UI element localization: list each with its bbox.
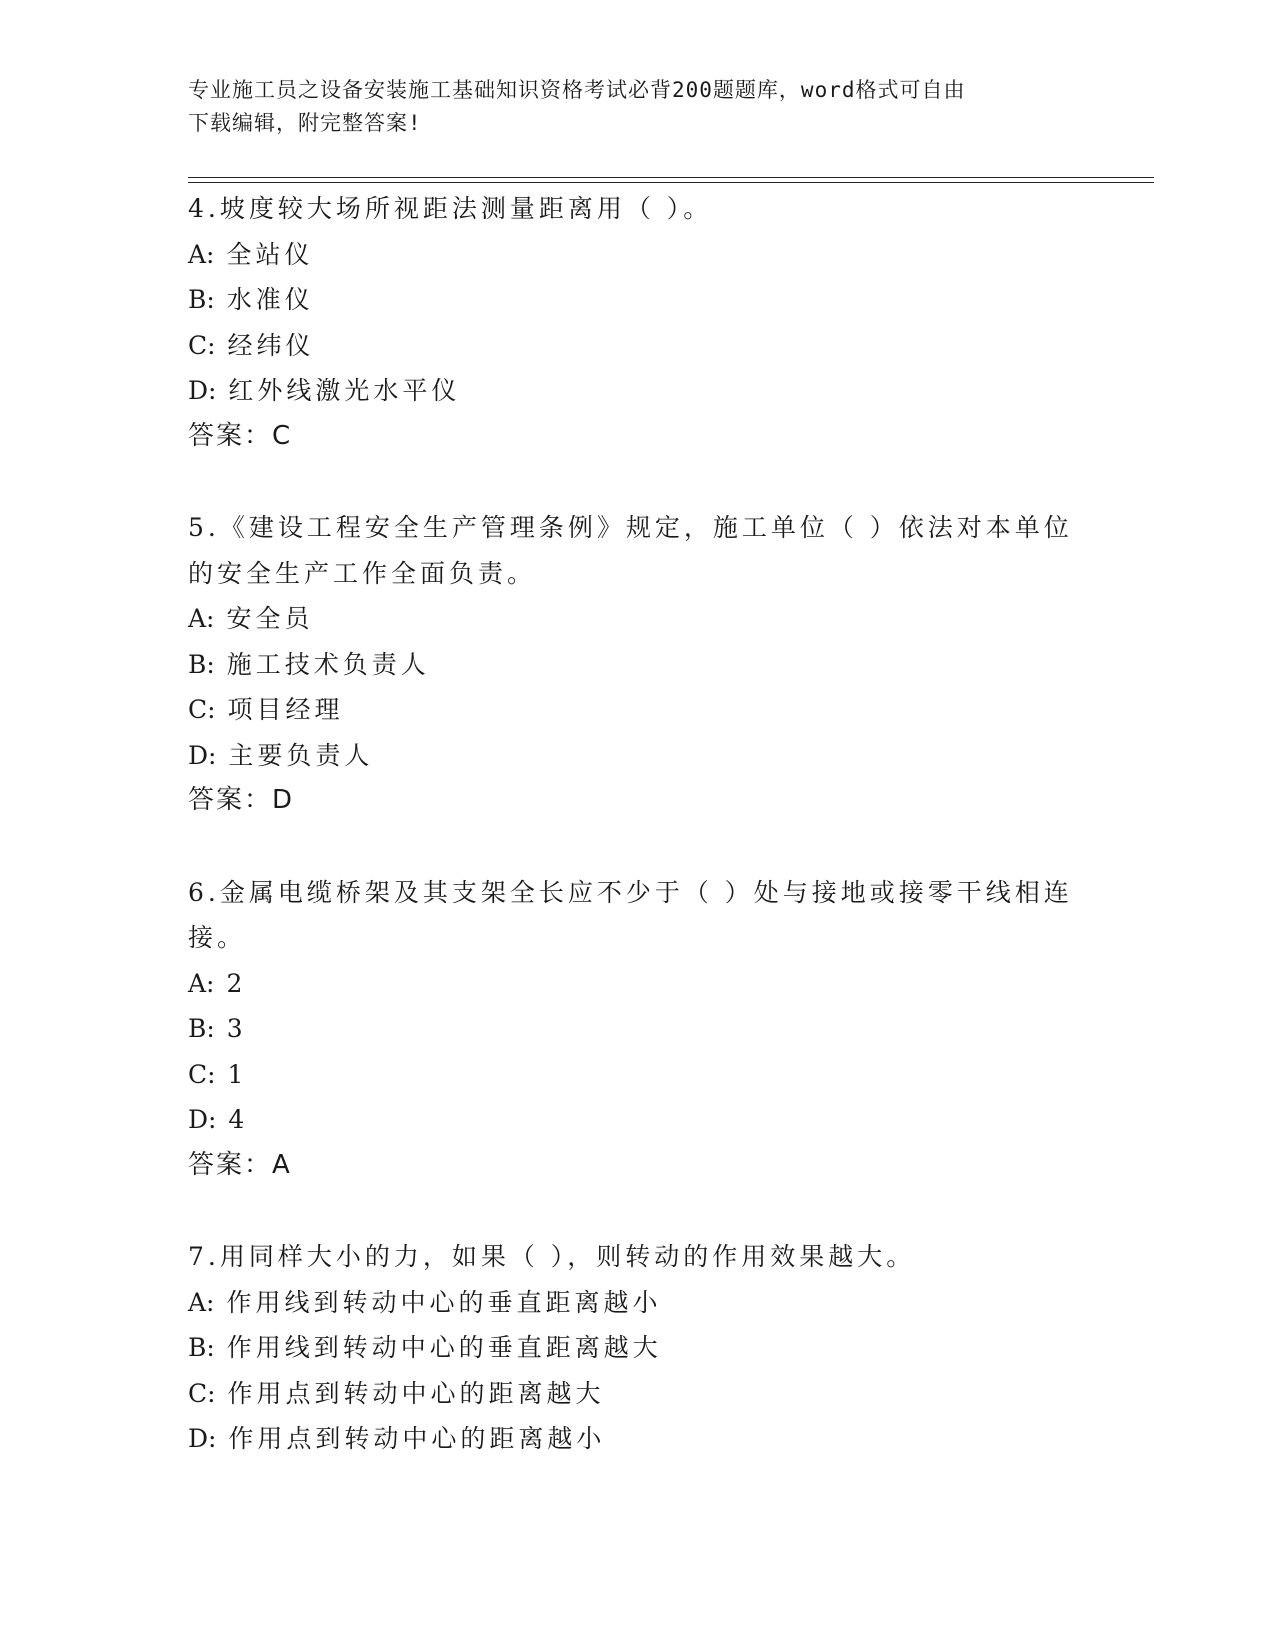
option-text: 作用点到转动中心的距离越大 xyxy=(227,1378,605,1408)
option xyxy=(188,1371,1088,1417)
answer-text: 答案：D xyxy=(188,785,295,815)
option xyxy=(188,1280,1088,1326)
option-label: D: xyxy=(188,1105,217,1134)
option xyxy=(188,323,1088,369)
option-text: 施工技术负责人 xyxy=(226,649,430,679)
question-item xyxy=(188,505,1088,824)
option xyxy=(188,687,1088,733)
question-item xyxy=(188,186,1088,459)
header-line: 下载编辑，附完整答案! xyxy=(188,111,422,135)
option xyxy=(188,642,1088,688)
option-label: A: xyxy=(188,1287,215,1317)
option-text: 主要负责人 xyxy=(228,740,374,770)
answer-text: 答案：A xyxy=(188,1149,292,1180)
option xyxy=(188,1006,1088,1052)
option xyxy=(188,368,1088,414)
option-label: B: xyxy=(188,1014,215,1043)
option xyxy=(188,1052,1088,1098)
option xyxy=(188,1097,1088,1143)
option-text: 作用点到转动中心的距离越小 xyxy=(228,1424,606,1453)
question-item xyxy=(188,1234,1088,1462)
option-text: 红外线激光水平仪 xyxy=(228,376,461,405)
option-label: C: xyxy=(188,1378,216,1408)
question-list xyxy=(188,186,1088,1508)
option-text: 项目经理 xyxy=(227,695,344,724)
option-label: C: xyxy=(188,1059,216,1089)
option xyxy=(188,1416,1088,1462)
option-text: 作用线到转动中心的垂直距离越小 xyxy=(226,1287,662,1317)
option-text: 1 xyxy=(227,1059,248,1089)
option-label: C: xyxy=(188,330,216,360)
option-text: 经纬仪 xyxy=(227,330,315,360)
option-label: A: xyxy=(188,239,215,269)
option xyxy=(188,232,1088,278)
option-text: 全站仪 xyxy=(226,239,314,269)
option-text: 2 xyxy=(226,968,247,998)
option-label: B: xyxy=(188,649,215,679)
option-text: 作用线到转动中心的垂直距离越大 xyxy=(226,1333,662,1362)
option-label: A: xyxy=(188,968,215,998)
option-label: D: xyxy=(188,740,217,770)
document-header xyxy=(188,74,1068,140)
question-text: 4.坡度较大场所视距法测量距离用（ ）。 xyxy=(188,194,713,223)
question-text: 6.金属电缆桥架及其支架全长应不少于（ ）处与接地或接零干线相连 接。 xyxy=(188,877,1073,952)
option-text: 3 xyxy=(226,1014,247,1043)
option-text: 水准仪 xyxy=(226,285,314,314)
question-item xyxy=(188,870,1088,1189)
option xyxy=(188,1325,1088,1371)
answer-text: 答案：C xyxy=(188,420,293,451)
option-label: A: xyxy=(188,604,215,633)
option-label: C: xyxy=(188,695,216,724)
option-label: B: xyxy=(188,285,215,314)
option-label: D: xyxy=(188,376,217,405)
option xyxy=(188,733,1088,779)
option xyxy=(188,961,1088,1007)
question-text: 7.用同样大小的力，如果（ ），则转动的作用效果越大。 xyxy=(188,1242,916,1271)
option xyxy=(188,277,1088,323)
option xyxy=(188,596,1088,642)
question-text: 5.《建设工程安全生产管理条例》规定，施工单位（ ）依法对本单位 的安全生产工作全面负责。 xyxy=(188,513,1073,588)
option-label: D: xyxy=(188,1424,217,1453)
header-divider xyxy=(188,177,1154,178)
option-label: B: xyxy=(188,1333,215,1362)
header-line: 专业施工员之设备安装施工基础知识资格考试必背200题题库，word格式可自由 xyxy=(188,78,966,102)
header-divider xyxy=(188,182,1154,183)
option-text: 安全员 xyxy=(226,604,314,633)
option-text: 4 xyxy=(228,1105,249,1134)
